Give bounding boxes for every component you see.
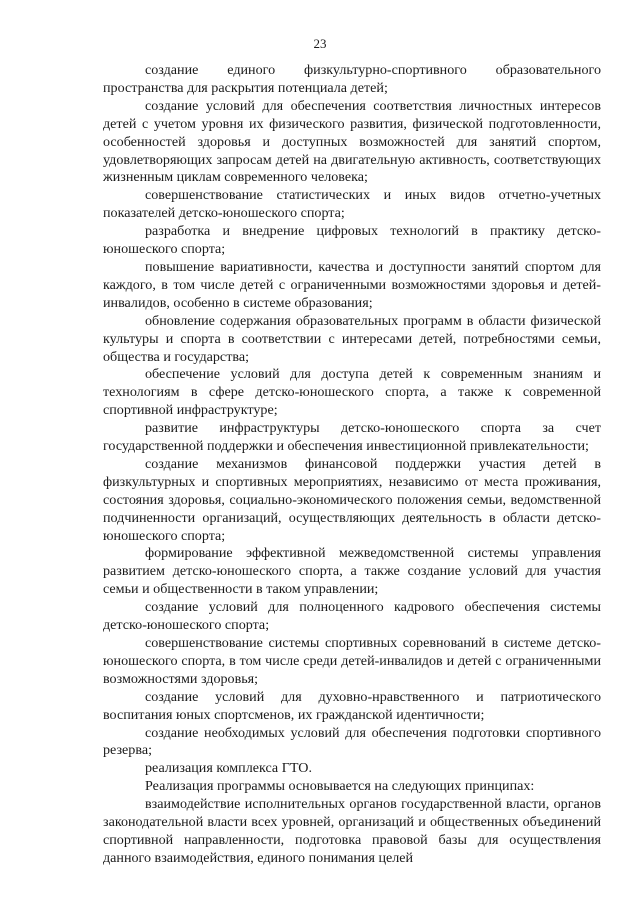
paragraph: реализация комплекса ГТО. [145, 760, 312, 777]
paragraph: обеспечение условий для доступа детей к современным знаниям и технологиям в сфере детско-юношеского спорта, а также к современной спортивной инфраструктуре; [103, 366, 601, 419]
paragraph: Реализация программы основывается на следующих принципах: [145, 778, 535, 795]
paragraph: создание механизмов финансовой поддержки участия детей в физкультурных и спортивных мероприятиях, независимо от места проживания, состояния здоровья, социально-экономического положения семьи, ведомственной подчиненности организаций, осуществляющих деятельность в области детско-юношеского спорта; [103, 455, 601, 544]
paragraph: взаимодействие исполнительных органов государственной власти, органов законодательной власти всех уровней, организаций и общественных объединений спортивной направленности, подготовка правовой базы для осуществления данного взаимодействия, единого понимания целей [103, 796, 601, 866]
paragraph: развитие инфраструктуры детско-юношеского спорта за счет государственной поддержки и обеспечения инвестиционной привлекательности; [103, 420, 601, 455]
paragraph: создание условий для духовно-нравственного и патриотического воспитания юных спортсменов, их гражданской идентичности; [103, 688, 601, 723]
paragraph: создание единого физкультурно-спортивного образовательного пространства для раскрытия потенциала детей; [103, 62, 601, 96]
document-body [103, 62, 601, 868]
paragraph: разработка и внедрение цифровых технологий в практику детско-юношеского спорта; [103, 223, 601, 258]
paragraph: повышение вариативности, качества и доступности занятий спортом для каждого, в том числе детей с ограниченными возможностями здоровья и детей-инвалидов, особенно в системе образования; [103, 258, 601, 311]
paragraph: обновление содержания образовательных программ в области физической культуры и спорта в соответствии с интересами детей, потребностями семьи, общества и государства; [103, 312, 601, 365]
paragraph: создание условий для обеспечения соответствия личностных интересов детей с учетом уровня их физического развития, физической подготовленности, особенностей здоровья и доступных возможностей для занятий спортом, удовлетворяющих запросам детей на двигательную активность, соответствующих жизненным циклам современного человека; [103, 97, 601, 186]
paragraph: совершенствование системы спортивных соревнований в системе детско-юношеского спорта, в том числе среди детей-инвалидов и детей с ограниченными возможностями здоровья; [103, 635, 601, 687]
paragraph: создание необходимых условий для обеспечения подготовки спортивного резерва; [103, 724, 601, 759]
paragraph: формирование эффективной межведомственной системы управления развитием детско-юношеского спорта, а также создание условий для участия семьи и общественности в таком управлении; [103, 545, 601, 598]
page-number: 23 [313, 36, 327, 51]
paragraph: совершенствование статистических и иных видов отчетно-учетных показателей детско-юношеского спорта; [103, 187, 601, 222]
paragraph: создание условий для полноценного кадрового обеспечения системы детско-юношеского спорта; [103, 599, 601, 634]
